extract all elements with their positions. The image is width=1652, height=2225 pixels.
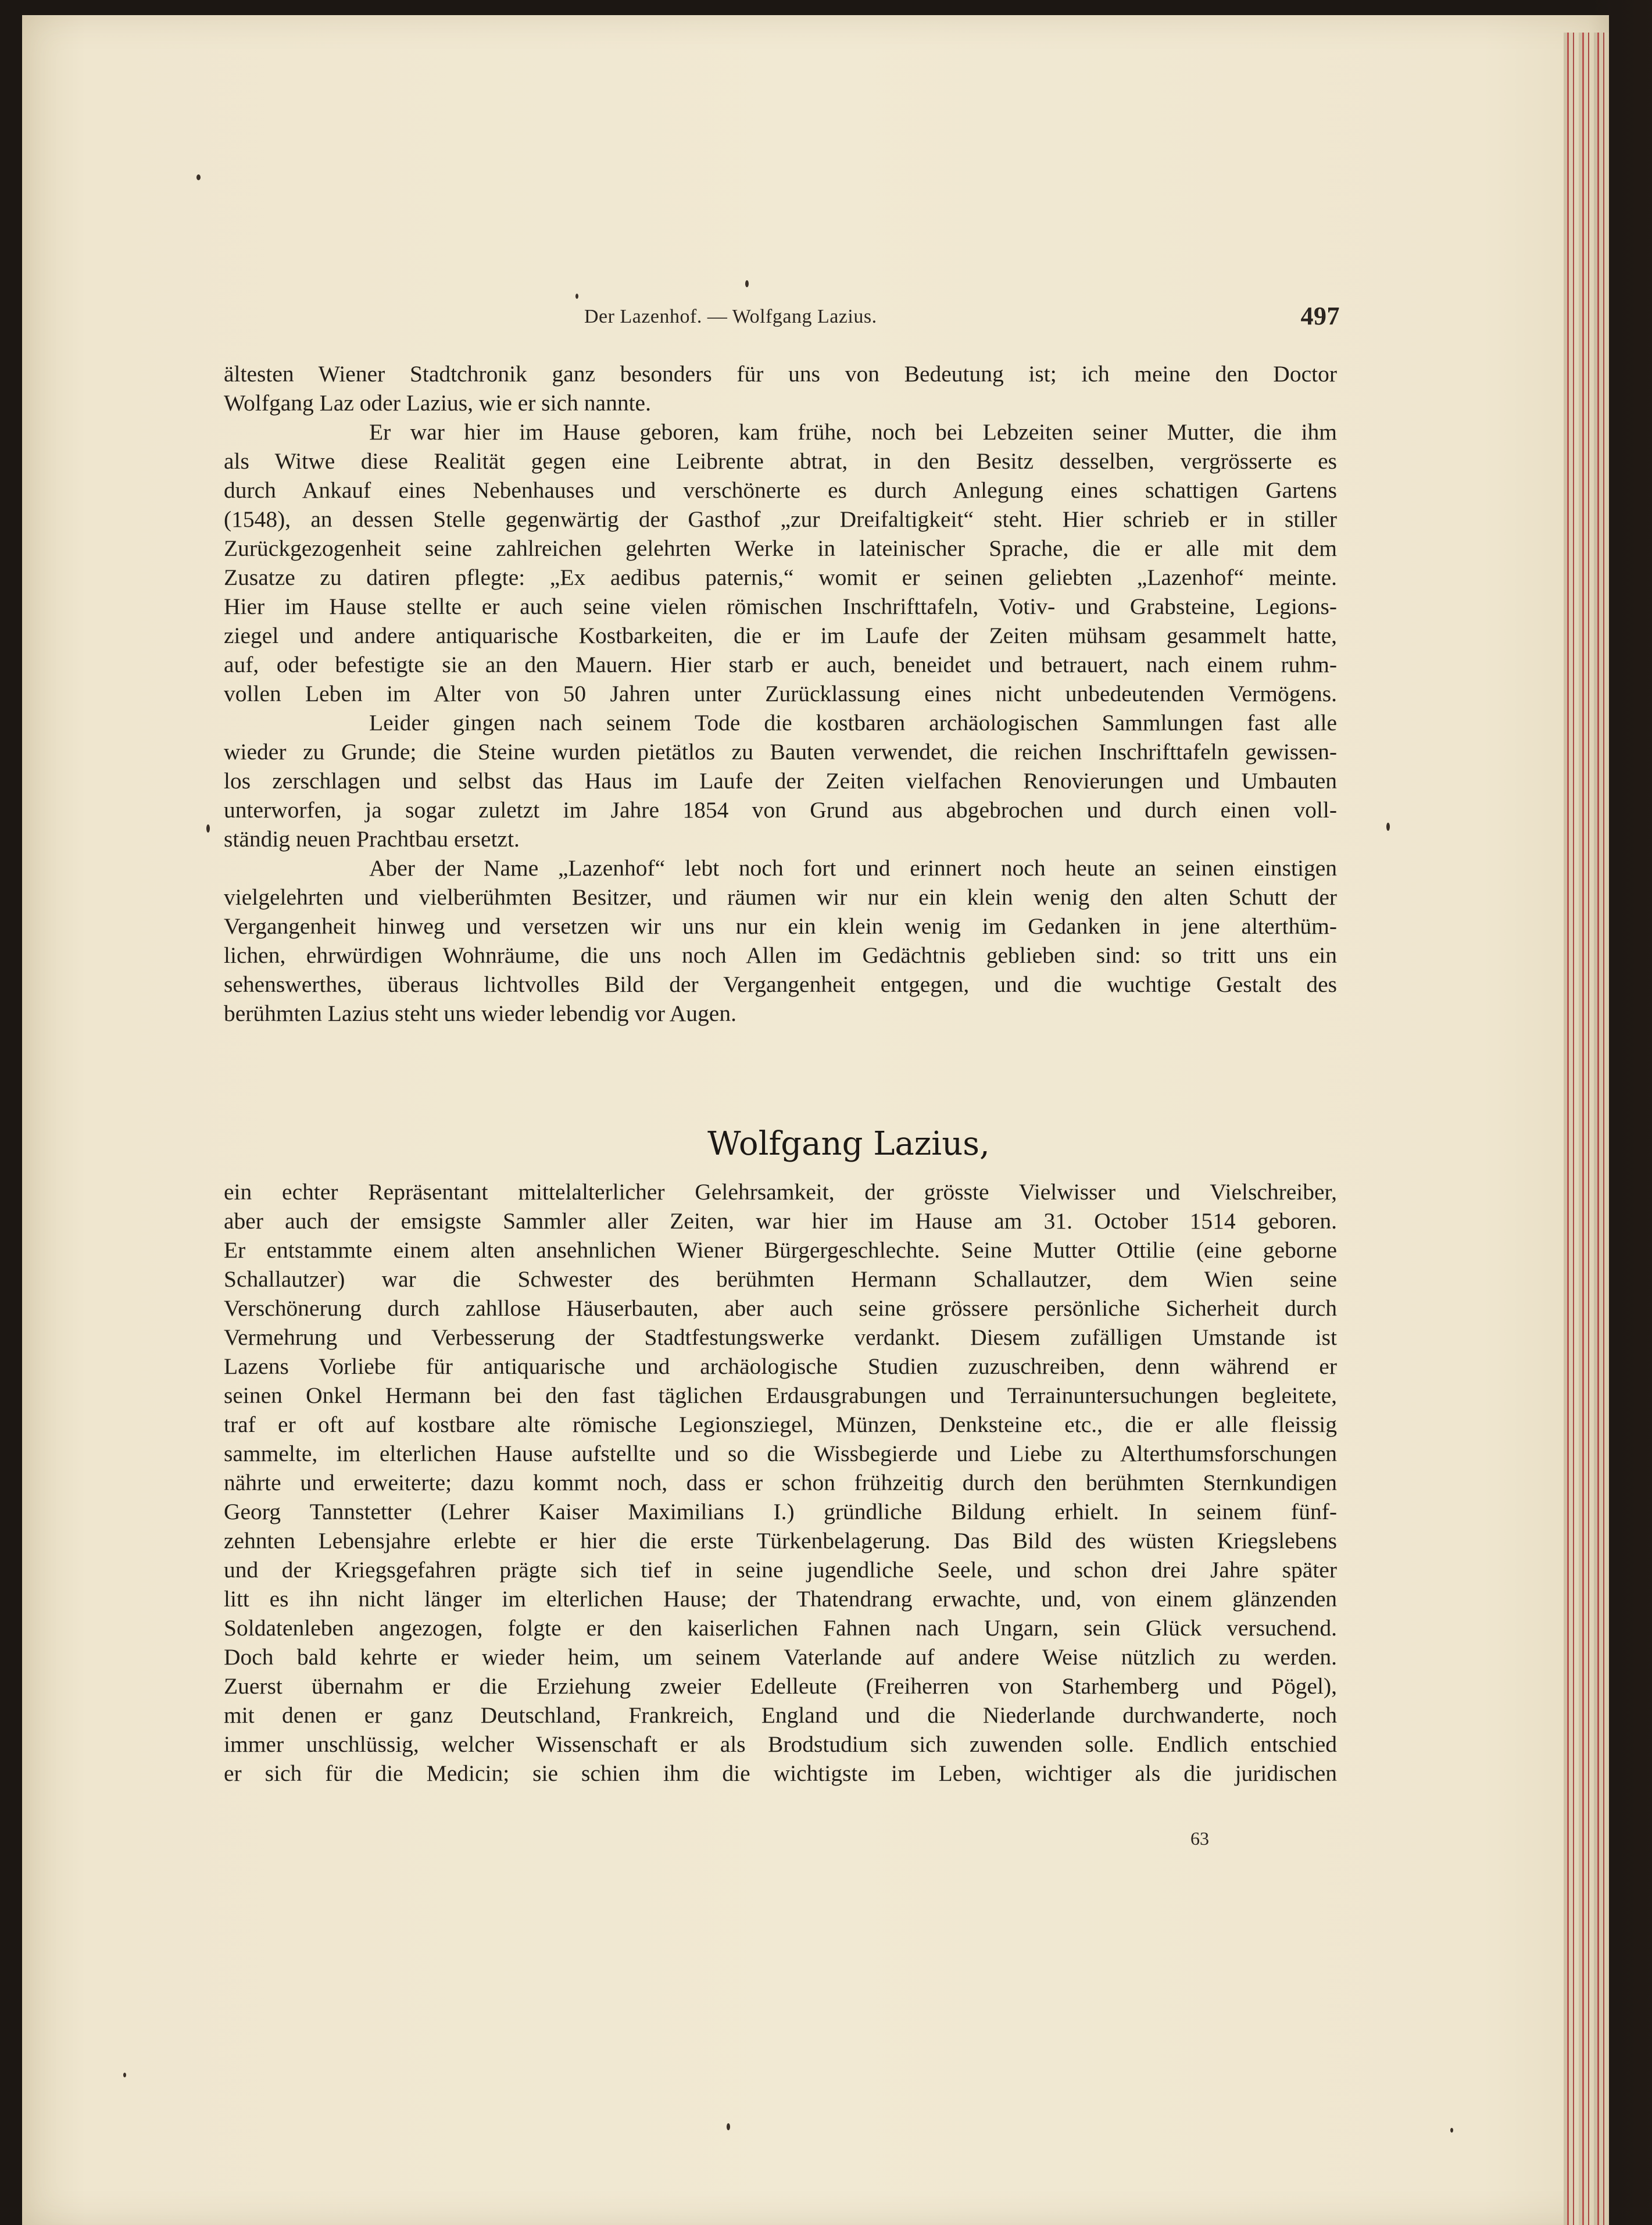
text-line: mit denen er ganz Deutschland, Frankreich, England und die Niederlande durchwanderte, noch (224, 1702, 1337, 1728)
paper-speck (196, 174, 201, 180)
text-line: traf er oft auf kostbare alte römische Legionsziegel, Münzen, Denksteine etc., die er alle fleissig (224, 1412, 1337, 1437)
text-line: wieder zu Grunde; die Steine wurden pietätlos zu Bauten verwendet, die reichen Inschrifttafeln gewissen- (224, 739, 1337, 765)
text-line: Hier im Hause stellte er auch seine vielen römischen Inschrifttafeln, Votiv- und Grabsteine, Legions- (224, 594, 1337, 619)
paper-speck (745, 280, 749, 287)
running-title: Der Lazenhof. — Wolfgang Lazius. (584, 306, 877, 327)
paper-speck (727, 2123, 730, 2130)
text-line: durch Ankauf eines Nebenhauses und verschönerte es durch Anlegung eines schattigen Gartens (224, 477, 1337, 503)
text-line: Vergangenheit hinweg und versetzen wir uns nur ein klein wenig im Gedanken in jene alterthüm- (224, 913, 1337, 939)
text-line: immer unschlüssig, welcher Wissenschaft er als Brodstudium sich zuwenden solle. Endlich entschied (224, 1731, 1337, 1757)
text-line: vollen Leben im Alter von 50 Jahren unter Zurücklassung eines nicht unbedeutenden Vermögens. (224, 681, 1337, 706)
text-line: und der Kriegsgefahren prägte sich tief in seine jugendliche Seele, und schon drei Jahre später (224, 1557, 1337, 1583)
text-line: sammelte, im elterlichen Hause aufstellte und so die Wissbegierde und Liebe zu Alterthumsforschungen (224, 1441, 1337, 1466)
text-line: Verschönerung durch zahllose Häuserbauten, aber auch seine grössere persönliche Sicherheit durch (224, 1295, 1337, 1321)
text-line: ein echter Repräsentant mittelalterlicher Gelehrsamkeit, der grösste Vielwisser und Vielschreiber, (224, 1179, 1337, 1205)
text-line: Leider gingen nach seinem Tode die kostbaren archäologischen Sammlungen fast alle (369, 710, 1337, 735)
text-line: aber auch der emsigste Sammler aller Zeiten, war hier im Hause am 31. October 1514 geboren. (224, 1208, 1337, 1234)
text-line: Wolfgang Laz oder Lazius, wie er sich nannte. (224, 390, 651, 416)
text-line: Aber der Name „Lazenhof“ lebt noch fort und erinnert noch heute an seinen einstigen (369, 855, 1337, 881)
text-line: (1548), an dessen Stelle gegenwärtig der Gasthof „zur Dreifaltigkeit“ steht. Hier schrieb er in stiller (224, 506, 1337, 532)
text-line: Georg Tannstetter (Lehrer Kaiser Maximilians I.) gründliche Bildung erhielt. In seinem fünf- (224, 1499, 1337, 1524)
text-line: auf, oder befestigte sie an den Mauern. Hier starb er auch, beneidet und betrauert, nach einem ruhm- (224, 652, 1337, 677)
text-line: Er entstammte einem alten ansehnlichen Wiener Bürgergeschlechte. Seine Mutter Ottilie (eine geborne (224, 1237, 1337, 1263)
text-line: Zusatze zu datiren pflegte: „Ex aedibus paternis,“ womit er seinen geliebten „Lazenhof“ meinte. (224, 565, 1337, 590)
binding-shadow (1588, 0, 1652, 2225)
text-line: Lazens Vorliebe für antiquarische und archäologische Studien zuzuschreiben, denn während er (224, 1353, 1337, 1379)
text-line: sehenswerthes, überaus lichtvolles Bild der Vergangenheit entgegen, und die wuchtige Gestalt des (224, 972, 1337, 997)
paper-speck (206, 824, 210, 833)
text-block-top (224, 359, 1337, 1028)
text-line: ständig neuen Prachtbau ersetzt. (224, 826, 520, 852)
text-line: zehnten Lebensjahre erlebte er hier die erste Türkenbelagerung. Das Bild des wüsten Kriegslebens (224, 1528, 1337, 1553)
text-block-bottom (224, 1177, 1337, 1788)
text-line: seinen Onkel Hermann bei den fast täglichen Erdausgrabungen und Terrainuntersuchungen begleitete, (224, 1383, 1337, 1408)
text-line: er sich für die Medicin; sie schien ihm die wichtigste im Leben, wichtiger als die juridischen (224, 1760, 1337, 1786)
paper-speck (1450, 2128, 1453, 2133)
text-line: lichen, ehrwürdigen Wohnräume, die uns noch Allen im Gedächtnis geblieben sind: so tritt uns ein (224, 942, 1337, 968)
text-line: Vermehrung und Verbesserung der Stadtfestungswerke verdankt. Diesem zufälligen Umstande ist (224, 1324, 1337, 1350)
text-line: berühmten Lazius steht uns wieder lebendig vor Augen. (224, 1001, 736, 1026)
text-line: ziegel und andere antiquarische Kostbarkeiten, die er im Laufe der Zeiten mühsam gesammelt hatte, (224, 623, 1337, 648)
signature-mark: 63 (1190, 1828, 1209, 1849)
text-line: nährte und erweiterte; dazu kommt noch, dass er schon frühzeitig durch den berühmten Sternkundigen (224, 1470, 1337, 1495)
section-heading: Wolfgang Lazius, (707, 1125, 990, 1163)
text-line: Zurückgezogenheit seine zahlreichen gelehrten Werke in lateinischer Sprache, die er alle mit dem (224, 535, 1337, 561)
text-line: Zuerst übernahm er die Erziehung zweier Edelleute (Freiherren von Starhemberg und Pögel), (224, 1673, 1337, 1699)
text-line: Soldatenleben angezogen, folgte er den kaiserlichen Fahnen nach Ungarn, sein Glück versuchend. (224, 1615, 1337, 1641)
text-line: Er war hier im Hause geboren, kam frühe, noch bei Lebzeiten seiner Mutter, die ihm (369, 419, 1337, 445)
page-number: 497 (1300, 302, 1340, 330)
paper-speck (123, 2073, 126, 2077)
text-line: vielgelehrten und vielberühmten Besitzer, und räumen wir nur ein klein wenig den alten Schutt der (224, 884, 1337, 910)
text-line: los zerschlagen und selbst das Haus im Laufe der Zeiten vielfachen Renovierungen und Umbauten (224, 768, 1337, 794)
text-line: unterworfen, ja sogar zuletzt im Jahre 1854 von Grund aus abgebrochen und durch einen voll- (224, 797, 1337, 823)
book-page (22, 15, 1609, 2225)
text-line: als Witwe diese Realität gegen eine Leibrente abtrat, in den Besitz desselben, vergrösserte es (224, 448, 1337, 474)
paper-speck (1386, 823, 1390, 831)
text-line: litt es ihn nicht länger im elterlichen Hause; der Thatendrang erwachte, und, von einem glänzenden (224, 1586, 1337, 1612)
running-header (584, 301, 1340, 336)
text-line: ältesten Wiener Stadtchronik ganz besonders für uns von Bedeutung ist; ich meine den Doctor (224, 361, 1337, 387)
paper-speck (575, 294, 578, 299)
text-line: Doch bald kehrte er wieder heim, um seinem Vaterlande auf andere Weise nützlich zu werden. (224, 1644, 1337, 1670)
text-line: Schallautzer) war die Schwester des berühmten Hermann Schallautzer, dem Wien seine (224, 1266, 1337, 1292)
